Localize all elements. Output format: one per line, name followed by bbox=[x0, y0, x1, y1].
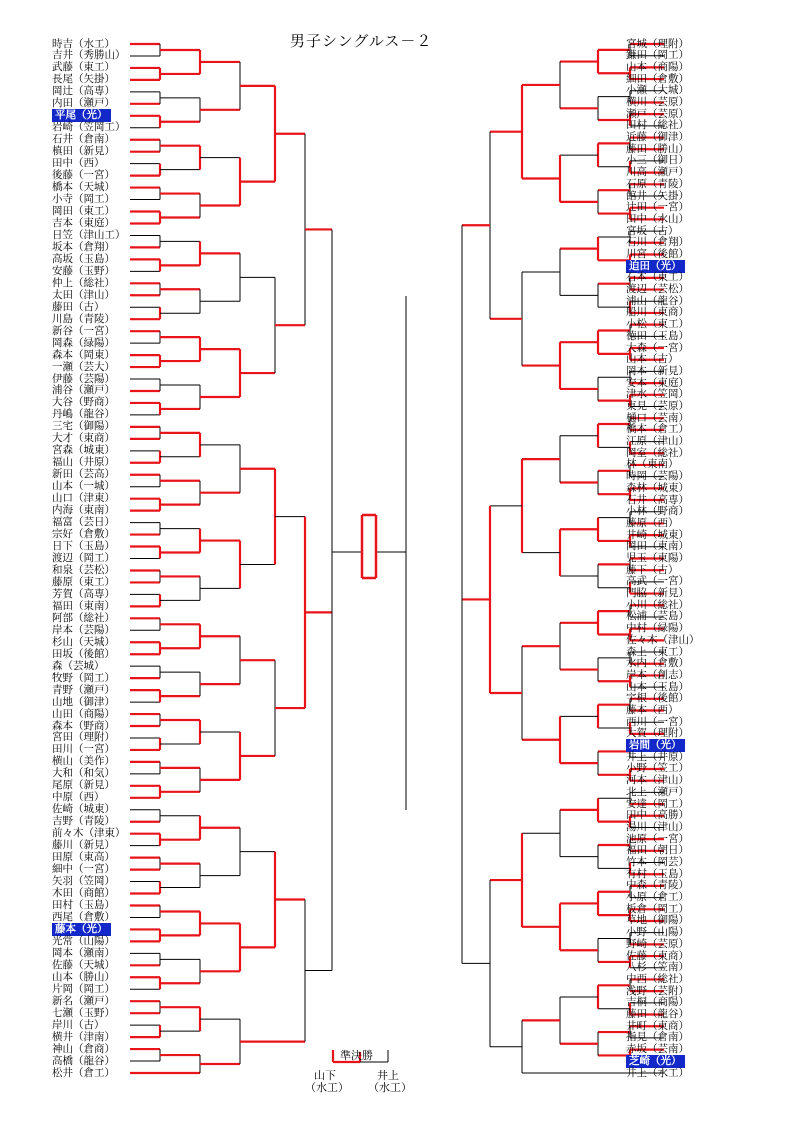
right-player: 福田（朝日） bbox=[626, 844, 689, 857]
right-player: 岡本（新見） bbox=[626, 364, 689, 377]
right-player: 小瀬（大城） bbox=[626, 84, 689, 97]
right-player: 中村（緑陽） bbox=[626, 622, 689, 635]
left-player: 大才（東商） bbox=[52, 432, 115, 445]
left-player: 岡森（緑陽） bbox=[52, 336, 115, 349]
finalist-school: （水工） bbox=[305, 1081, 349, 1094]
right-player: 石本（東工） bbox=[626, 271, 689, 284]
left-player: 伊藤（芸陽） bbox=[52, 372, 115, 385]
right-player: 瀬戸（芸原） bbox=[626, 107, 689, 120]
left-player: 阿部（総社） bbox=[52, 611, 115, 624]
right-player: 藤田（龍谷） bbox=[626, 1008, 689, 1021]
left-player: 岡辻（高専） bbox=[52, 85, 115, 98]
right-player: 赤坂（芸南） bbox=[626, 1043, 689, 1056]
left-player: 杉山（天城） bbox=[52, 635, 115, 648]
right-player: 館井（矢掛） bbox=[626, 189, 689, 202]
right-player: 田中（水山） bbox=[626, 212, 689, 225]
right-player: 藤田（勝山） bbox=[626, 142, 689, 155]
left-player: 七瀬（玉野） bbox=[52, 1006, 115, 1019]
right-player: 浅野（芸附） bbox=[626, 984, 689, 997]
right-player: 林（東南） bbox=[626, 458, 679, 471]
left-player: 田原（東高） bbox=[52, 851, 115, 864]
left-player: 松井（倉工） bbox=[52, 1066, 115, 1079]
left-player: 矢羽（笠岡） bbox=[52, 875, 115, 888]
left-player: 宗好（倉敷） bbox=[52, 528, 115, 541]
left-player: 和泉（芸松） bbox=[52, 563, 115, 576]
right-player: 小原（倉工） bbox=[626, 891, 689, 904]
left-player: 高橋（龍谷） bbox=[52, 1054, 115, 1067]
left-player: 木田（商館） bbox=[52, 887, 115, 900]
left-player: 片岡（岡工） bbox=[52, 982, 115, 995]
left-player: 藤原（東工） bbox=[52, 575, 115, 588]
right-player: 細田（倉敷） bbox=[626, 72, 689, 85]
right-player: 八杉（笠南） bbox=[626, 961, 689, 974]
left-player: 山本（勝山） bbox=[52, 970, 115, 983]
right-player: 岩間（光） bbox=[626, 739, 685, 752]
left-player: 坂本（倉翔） bbox=[52, 240, 115, 253]
left-player: 時吉（水工） bbox=[52, 37, 115, 50]
left-player: 日笠（津山工） bbox=[52, 228, 126, 241]
left-player: 渡辺（岡工） bbox=[52, 552, 115, 564]
right-player: 森林（城東） bbox=[626, 481, 689, 494]
left-player: 横井（津南） bbox=[52, 1030, 115, 1043]
left-player: 安藤（玉野） bbox=[52, 264, 115, 277]
right-player: 芝崎（光） bbox=[626, 1055, 685, 1068]
right-player: 浦山（龍谷） bbox=[626, 294, 689, 307]
left-player: 森本（岡東） bbox=[52, 348, 115, 361]
right-player: 大森（一宮） bbox=[626, 341, 689, 354]
left-player: 中原（西） bbox=[52, 791, 105, 804]
left-player: 田坂（後館） bbox=[52, 647, 115, 660]
left-player: 岡田（東工） bbox=[52, 205, 115, 217]
right-player: 吉桐（商陽） bbox=[626, 996, 689, 1009]
right-player: 小松（東工） bbox=[626, 318, 689, 331]
left-player: 藤本（光） bbox=[52, 923, 111, 936]
right-player: 樋口（芸南） bbox=[626, 411, 689, 424]
right-player: 宮坂（古） bbox=[626, 224, 679, 237]
right-player: 辻田（一宮） bbox=[626, 201, 689, 214]
right-player: 橋本（倉工） bbox=[626, 423, 689, 436]
right-player: 井町（東商） bbox=[626, 1019, 689, 1032]
page-title: 男子シングルス－２ bbox=[290, 32, 433, 50]
right-player: 児玉（東陽） bbox=[626, 552, 689, 564]
left-player: 森（芸城） bbox=[52, 659, 105, 672]
left-player: 山口（津東） bbox=[52, 492, 115, 505]
left-player: 高坂（玉島） bbox=[52, 252, 115, 265]
right-player: 板倉（岡工） bbox=[626, 902, 689, 915]
semifinal-label: 準決勝 bbox=[340, 1049, 373, 1062]
right-player: 石原（青陵） bbox=[626, 177, 689, 190]
left-player: 芳賀（高専） bbox=[52, 587, 115, 600]
left-player: 西尾（倉敷） bbox=[52, 910, 115, 923]
left-player: 横山（美作） bbox=[52, 755, 115, 768]
right-player: 佐々木（津山） bbox=[626, 633, 700, 646]
left-player: 森本（野商） bbox=[52, 719, 115, 732]
right-player: 田中（高勝） bbox=[626, 809, 689, 822]
right-player: 渡辺（芸松） bbox=[626, 283, 689, 296]
left-player: 新田（芸高） bbox=[52, 468, 115, 481]
right-player: 岡室（総社） bbox=[626, 446, 689, 459]
left-player: 佐藤（天城） bbox=[52, 958, 115, 971]
left-player: 山本（一城） bbox=[52, 480, 115, 493]
right-player: 小三（御日） bbox=[626, 154, 689, 167]
left-player: 槙田（新見） bbox=[52, 145, 115, 158]
right-player: 岡田（東南） bbox=[626, 540, 689, 553]
left-player: 内海（東南） bbox=[52, 504, 115, 517]
right-player: 水内（倉敷） bbox=[626, 657, 689, 670]
right-player: 草地（御陽） bbox=[626, 914, 689, 927]
right-player: 宮城（理附） bbox=[626, 37, 689, 50]
finalist-right bbox=[368, 1069, 412, 1094]
left-player: 吉本（東庭） bbox=[52, 216, 115, 229]
left-player: 岩崎（笠岡工） bbox=[52, 121, 126, 134]
finalist-school: （水工） bbox=[368, 1081, 412, 1094]
left-player: 橋本（天城） bbox=[52, 181, 115, 194]
left-player: 浦谷（瀬戸） bbox=[52, 384, 115, 397]
right-player: 森上（東工） bbox=[626, 645, 689, 658]
left-player: 牧野（岡工） bbox=[52, 671, 115, 684]
left-player: 青野（瀬戸） bbox=[52, 683, 115, 696]
left-player: 佐崎（城東） bbox=[52, 803, 115, 816]
right-player: 時岡（芸陽） bbox=[626, 470, 689, 483]
left-player: 福田（東南） bbox=[52, 599, 115, 612]
left-player: 武藤（東工） bbox=[52, 61, 115, 74]
right-player: 北上（瀬戸） bbox=[626, 785, 689, 798]
right-player: 小林（野商） bbox=[626, 505, 689, 518]
right-player: 石井（高専） bbox=[626, 493, 689, 506]
right-player: 鎌田（岡工） bbox=[626, 49, 689, 62]
right-player: 大賀（理附） bbox=[626, 727, 689, 740]
right-player: 江原（津山） bbox=[626, 435, 689, 448]
right-player: 山本（商陽） bbox=[626, 60, 689, 73]
left-player: 宮田（理附） bbox=[52, 731, 115, 744]
left-player: 平尾（光） bbox=[52, 109, 111, 122]
left-player: 吉野（青陵） bbox=[52, 815, 115, 828]
left-player: 内田（瀬戸） bbox=[52, 97, 115, 110]
right-player: 田村（総社） bbox=[626, 119, 689, 132]
left-player: 藤田（古） bbox=[52, 300, 105, 313]
right-player: 小川（総社） bbox=[626, 598, 689, 611]
left-player: 岸川（古） bbox=[52, 1018, 105, 1031]
right-player: 藤原（西） bbox=[626, 516, 679, 529]
left-player: 小寺（岡工） bbox=[52, 193, 115, 206]
right-player: 船川（東商） bbox=[626, 306, 689, 319]
right-player: 藤本（西） bbox=[626, 704, 679, 716]
left-player: 山地（御津） bbox=[52, 695, 115, 708]
left-player: 光常（山陽） bbox=[52, 934, 115, 947]
left-player: 前々木（津東） bbox=[52, 827, 126, 840]
left-player: 吉井（秀勝山） bbox=[52, 49, 126, 62]
right-player: 小野（山陽） bbox=[626, 926, 689, 939]
right-player: 山本（古） bbox=[626, 353, 679, 366]
right-player: 小野（笠工） bbox=[626, 762, 689, 775]
right-player: 井崎（城東） bbox=[626, 528, 689, 541]
right-player: 井上（井原） bbox=[626, 750, 689, 763]
left-player: 藤川（新見） bbox=[52, 839, 115, 852]
left-player: 大谷（野商） bbox=[52, 396, 115, 409]
right-player: 山本（玉島） bbox=[626, 680, 689, 693]
left-player: 一瀬（芸大） bbox=[52, 360, 115, 373]
left-player: 大和（和気） bbox=[52, 767, 115, 780]
right-player: 河本（津山） bbox=[626, 774, 689, 787]
right-player: 岸本（創志） bbox=[626, 668, 689, 681]
left-player: 尾原（新見） bbox=[52, 779, 115, 792]
left-player: 三宅（御陽） bbox=[52, 420, 115, 433]
right-player: 池原（一宮） bbox=[626, 832, 689, 845]
left-player: 丹嶋（龍谷） bbox=[52, 408, 115, 421]
left-player: 田川（一宮） bbox=[52, 743, 115, 756]
right-player: 藤下（古） bbox=[626, 563, 679, 576]
right-player: 中森（青陵） bbox=[626, 879, 689, 892]
left-player: 細中（一宮） bbox=[52, 863, 115, 876]
right-player: 川宮（後館） bbox=[626, 247, 689, 260]
finalist-name: 山下 bbox=[314, 1069, 336, 1082]
right-player: 松浦（芸島） bbox=[626, 610, 689, 623]
left-player: 福富（芸日） bbox=[52, 516, 115, 529]
right-player: 湯川（津山） bbox=[626, 820, 689, 833]
left-player: 神山（倉商） bbox=[52, 1042, 115, 1055]
left-player: 後藤（一宮） bbox=[52, 169, 115, 182]
left-player: 新名（瀬戸） bbox=[52, 994, 115, 1007]
left-player: 長尾（矢掛） bbox=[52, 73, 115, 86]
left-player: 太田（津山） bbox=[52, 288, 115, 301]
right-player: 高武（一宮） bbox=[626, 575, 689, 588]
right-player: 近藤（御津） bbox=[626, 131, 689, 144]
right-player: 井上（水工） bbox=[626, 1066, 689, 1079]
right-player: 西川（一宮） bbox=[626, 715, 689, 728]
left-player: 日下（玉島） bbox=[52, 540, 115, 553]
left-player: 田村（玉島） bbox=[52, 898, 115, 911]
right-player: 川高（瀬戸） bbox=[626, 166, 689, 179]
right-player: 有村（玉島） bbox=[626, 867, 689, 880]
right-player: 野崎（芸原） bbox=[626, 937, 689, 950]
right-player: 東見（芸原） bbox=[626, 399, 689, 412]
right-player: 横川（芸原） bbox=[626, 95, 689, 108]
left-player: 福山（井原） bbox=[52, 456, 115, 469]
finalist-left bbox=[305, 1069, 349, 1094]
right-player: 石川（倉翔） bbox=[626, 236, 689, 249]
left-player: 石井（倉南） bbox=[52, 133, 115, 146]
finalist-name: 井上 bbox=[377, 1069, 399, 1082]
right-player: 中西（総社） bbox=[626, 972, 689, 985]
right-player: 宇根（後館） bbox=[626, 692, 689, 705]
left-player: 新谷（一宮） bbox=[52, 324, 115, 337]
right-player: 門脇（新見） bbox=[626, 587, 689, 600]
right-player: 竹本（岡芸） bbox=[626, 856, 689, 869]
right-player: 迫田（光） bbox=[626, 260, 685, 273]
left-player: 田中（西） bbox=[52, 157, 105, 170]
left-player: 岸本（芸陽） bbox=[52, 623, 115, 636]
right-player: 安達（岡工） bbox=[626, 797, 689, 810]
right-player: 津水（笠岡） bbox=[626, 388, 689, 401]
right-player: 徳田（玉島） bbox=[626, 329, 689, 342]
left-player: 岡本（瀬南） bbox=[52, 946, 115, 959]
left-player: 川島（青陵） bbox=[52, 312, 115, 325]
left-player: 宮森（城東） bbox=[52, 444, 115, 457]
left-player: 山田（商陽） bbox=[52, 707, 115, 720]
left-player: 仲上（総社） bbox=[52, 276, 115, 289]
right-player: 指見（倉南） bbox=[626, 1031, 689, 1044]
right-player: 安本（東庭） bbox=[626, 376, 689, 389]
right-player: 佐藤（東商） bbox=[626, 949, 689, 962]
